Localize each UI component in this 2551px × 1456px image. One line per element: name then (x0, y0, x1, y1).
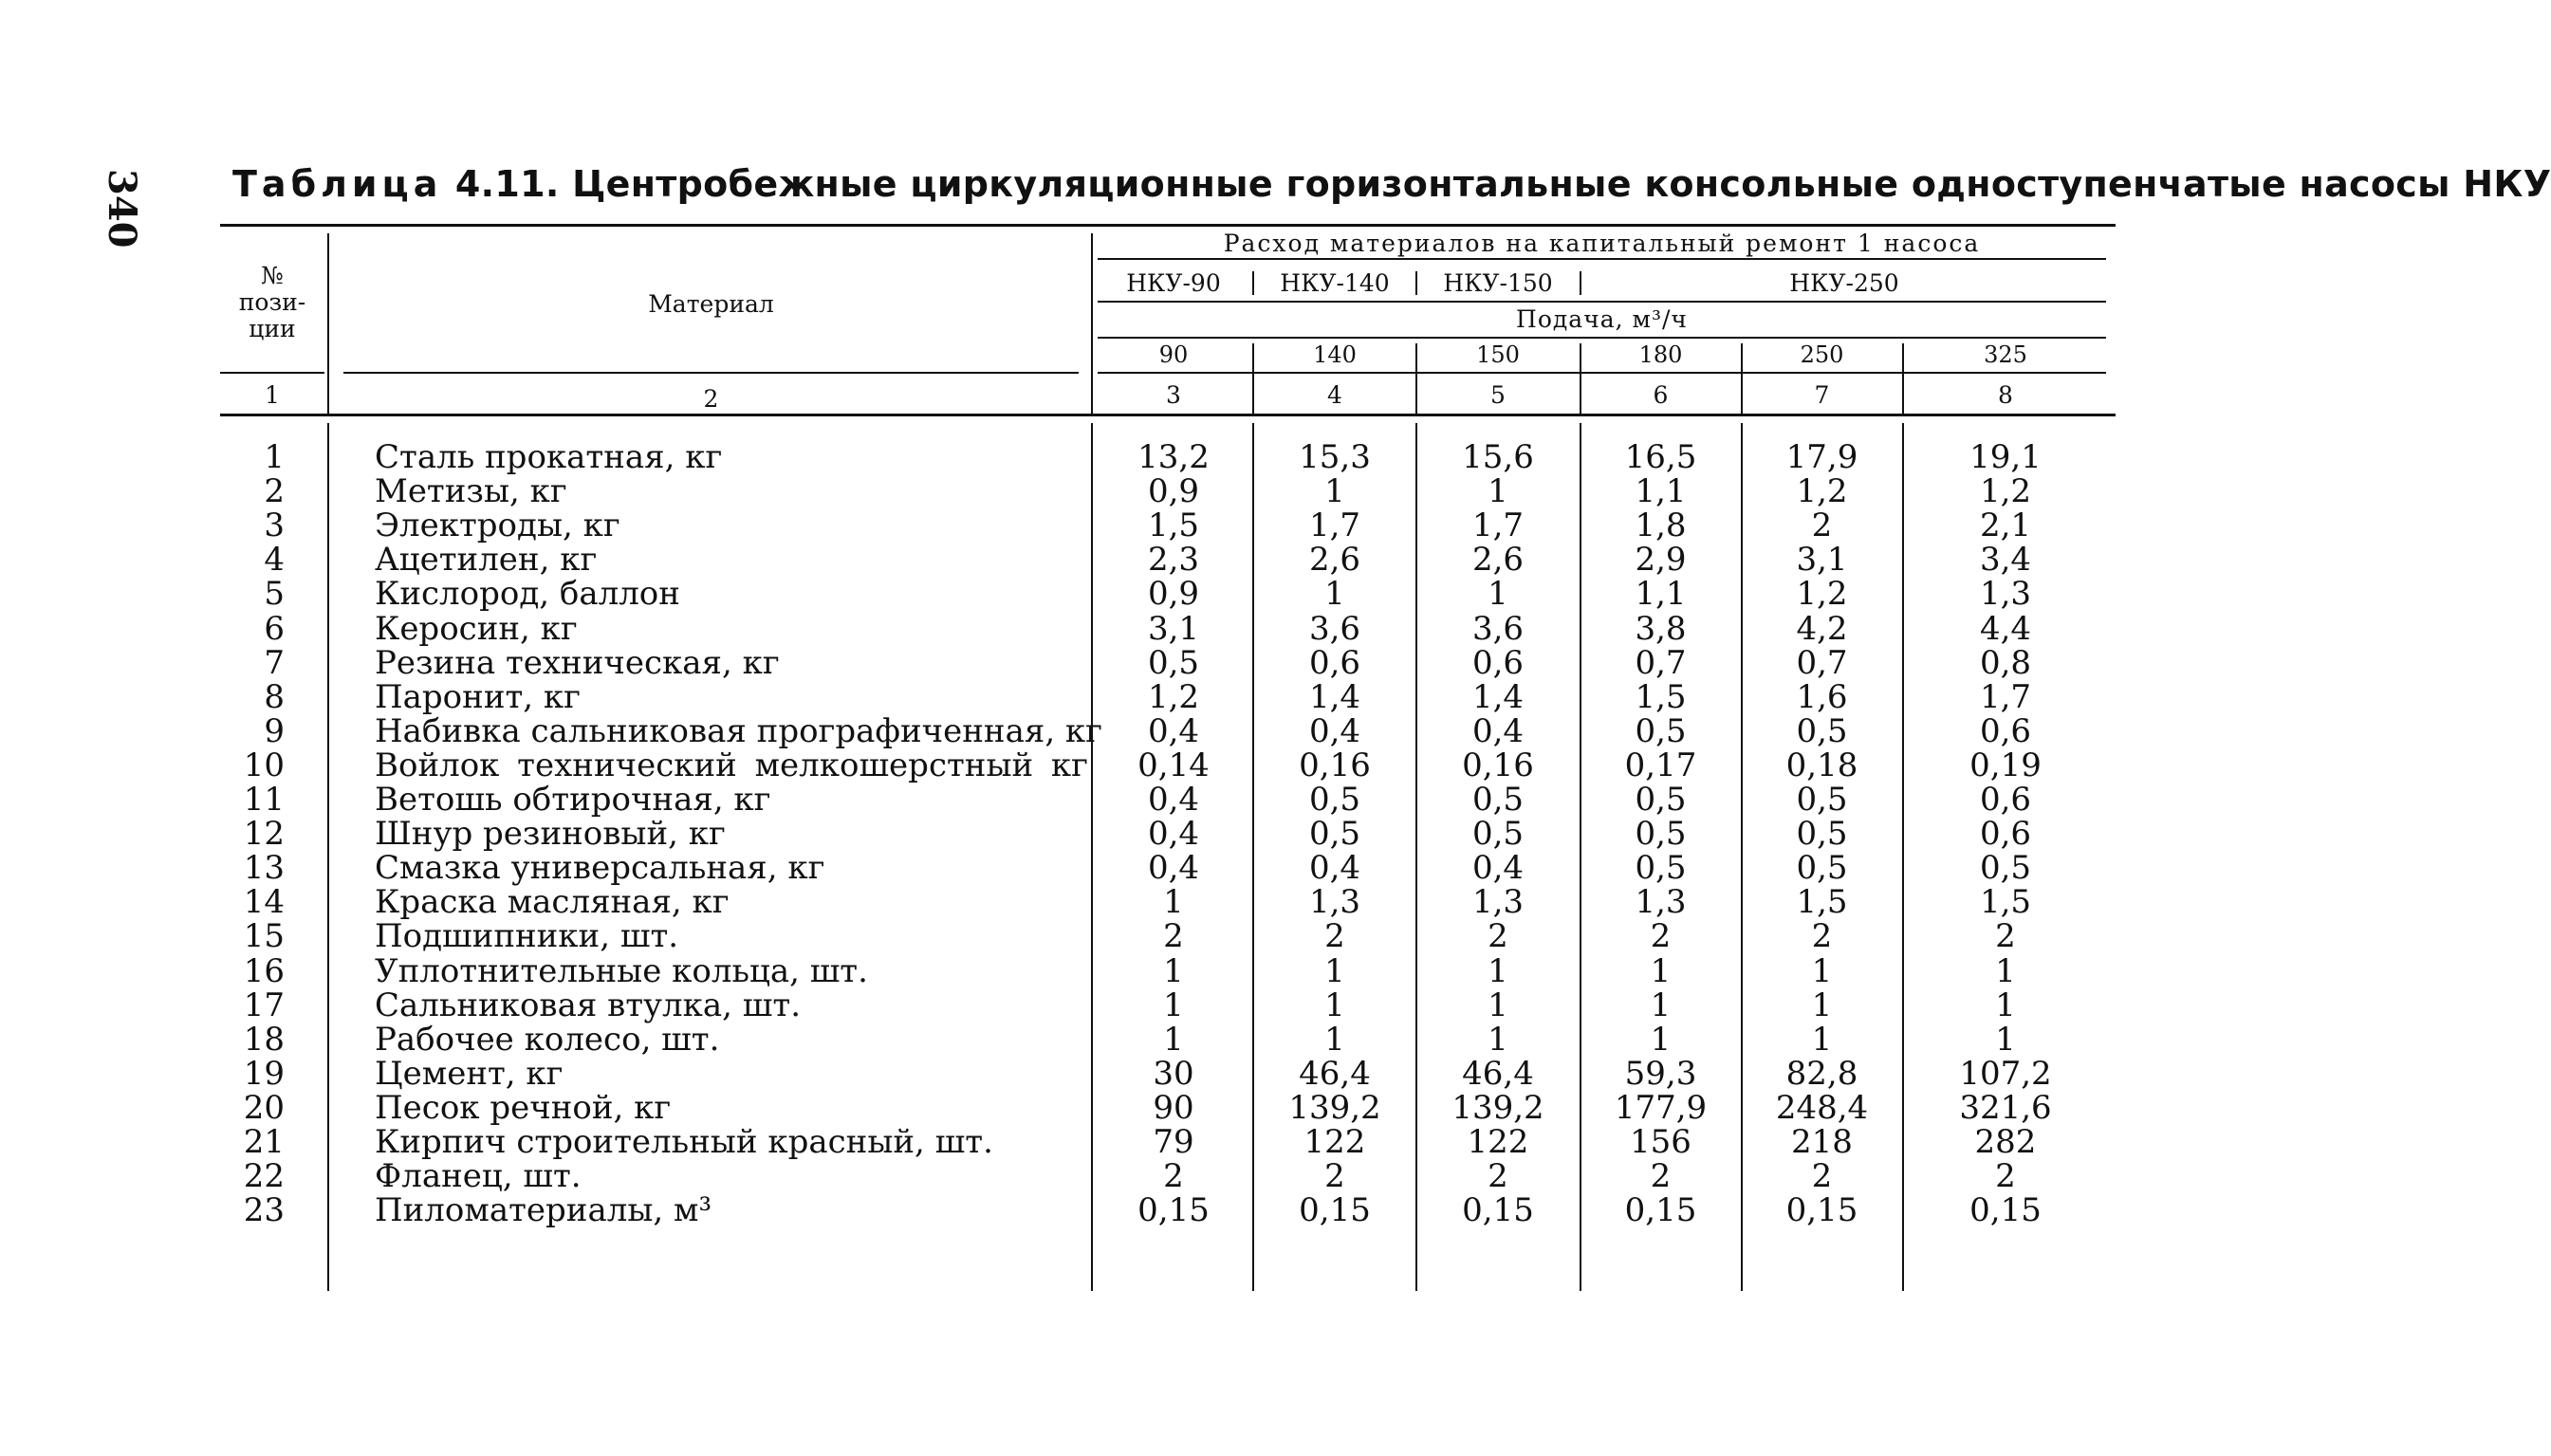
row-position-number: 1 (264, 438, 285, 476)
row-position-number: 14 (243, 883, 285, 922)
header-rule-supply (1098, 337, 2106, 339)
header-colnum-7: 7 (1814, 381, 1830, 409)
row-value-col-7: 0,5 (1796, 849, 1848, 888)
table-row (0, 575, 2241, 614)
row-value-col-7: 248,4 (1775, 1088, 1869, 1127)
header-colnum-3: 3 (1166, 381, 1181, 409)
header-colnum-5: 5 (1490, 381, 1506, 409)
row-material-name: Войлок технический мелкошерстный кг (375, 746, 1088, 784)
row-value-col-7: 82,8 (1785, 1054, 1858, 1093)
row-material-name: Ветошь обтирочная, кг (375, 781, 771, 819)
row-value-col-5: 1 (1488, 986, 1508, 1024)
table-title-text: 4.11. Центробежные циркуляционные горизонтальные консольные одноступенчатые насосы НКУ (454, 163, 2551, 205)
header-flow-4: 180 (1638, 341, 1683, 368)
row-value-col-8: 19,1 (1969, 438, 2042, 476)
row-material-name: Краска масляная, кг (375, 883, 730, 922)
col-divider-3 (1252, 271, 1254, 295)
table-row (0, 643, 2241, 682)
row-material-name: Керосин, кг (375, 609, 578, 648)
row-value-col-7: 1 (1811, 986, 1833, 1024)
row-value-col-7: 1,2 (1796, 575, 1848, 614)
row-position-number: 9 (264, 711, 285, 750)
table-row (0, 1191, 2241, 1230)
col-divider-5b (1580, 343, 1581, 414)
row-value-col-3: 1 (1163, 986, 1184, 1024)
table-row (0, 883, 2241, 922)
header-model-nku150: НКУ-150 (1443, 269, 1553, 297)
row-value-col-4: 1 (1324, 575, 1345, 614)
row-position-number: 20 (243, 1088, 285, 1127)
row-value-col-6: 0,5 (1635, 815, 1687, 854)
row-value-col-7: 4,2 (1796, 609, 1848, 648)
header-rule-consumption (1098, 258, 2106, 260)
row-value-col-5: 1,7 (1471, 507, 1525, 545)
row-value-col-5: 2,6 (1471, 541, 1525, 580)
header-top-rule (220, 224, 2116, 227)
row-value-col-8: 2,1 (1979, 507, 2032, 545)
row-material-name: Фланец, шт. (375, 1157, 582, 1196)
row-value-col-8: 0,8 (1979, 643, 2032, 682)
header-consumption: Расход материалов на капитальный ремонт 1 насоса (1223, 230, 1981, 257)
col-divider-5 (1580, 271, 1581, 295)
row-value-col-3: 79 (1153, 1123, 1194, 1161)
row-value-col-5: 1,3 (1471, 883, 1525, 922)
row-value-col-6: 1,5 (1635, 677, 1687, 716)
row-value-col-6: 0,15 (1624, 1191, 1697, 1230)
header-rule-flows-mat (343, 372, 1079, 374)
header-colnum-1: 1 (265, 381, 280, 409)
row-position-number: 5 (264, 575, 285, 614)
row-material-name: Уплотнительные кольца, шт. (375, 951, 868, 990)
row-material-name: Сталь прокатная, кг (375, 438, 723, 476)
row-material-name: Кислород, баллон (375, 575, 680, 614)
row-position-number: 21 (243, 1123, 285, 1161)
row-value-col-7: 1 (1811, 1020, 1833, 1059)
row-value-col-5: 1,4 (1471, 677, 1525, 716)
table-row (0, 472, 2241, 511)
header-colnum-4: 4 (1327, 381, 1342, 409)
row-value-col-6: 0,7 (1635, 643, 1687, 682)
row-position-number: 12 (243, 815, 285, 854)
row-value-col-7: 0,7 (1796, 643, 1848, 682)
row-value-col-6: 59,3 (1624, 1054, 1697, 1093)
row-value-col-6: 2 (1650, 1157, 1672, 1196)
header-rule-flows-left (220, 372, 324, 374)
table-title-lead: Таблица (232, 163, 443, 205)
row-value-col-6: 0,17 (1624, 746, 1697, 784)
row-position-number: 3 (264, 507, 285, 545)
row-value-col-5: 1 (1488, 472, 1508, 511)
header-colnum-8: 8 (1998, 381, 2013, 409)
row-value-col-7: 3,1 (1796, 541, 1848, 580)
row-material-name: Резина техническая, кг (375, 643, 780, 682)
row-value-col-5: 15,6 (1462, 438, 1534, 476)
row-value-col-4: 2,6 (1308, 541, 1361, 580)
row-position-number: 2 (264, 472, 285, 511)
row-material-name: Набивка сальниковая прографиченная, кг (375, 711, 1102, 750)
row-value-col-8: 1,3 (1979, 575, 2032, 614)
page-number: 340 (100, 169, 144, 249)
row-value-col-6: 0,5 (1635, 849, 1687, 888)
row-value-col-4: 0,6 (1308, 643, 1361, 682)
row-value-col-6: 16,5 (1624, 438, 1697, 476)
row-position-number: 6 (264, 609, 285, 648)
row-position-number: 13 (243, 849, 285, 888)
table-row (0, 1157, 2241, 1196)
row-value-col-5: 0,5 (1471, 815, 1525, 854)
row-material-name: Шнур резиновый, кг (375, 815, 726, 854)
table-row (0, 917, 2241, 956)
table-row (0, 951, 2241, 990)
row-value-col-3: 0,4 (1147, 781, 1200, 819)
row-value-col-4: 2 (1324, 1157, 1345, 1196)
row-value-col-4: 2 (1324, 917, 1345, 956)
row-value-col-4: 139,2 (1288, 1088, 1381, 1127)
row-value-col-8: 1,5 (1979, 883, 2032, 922)
row-value-col-3: 2 (1163, 917, 1184, 956)
row-material-name: Рабочее колесо, шт. (375, 1020, 720, 1059)
row-value-col-8: 0,6 (1979, 781, 2032, 819)
col-divider-7 (1902, 343, 1904, 414)
row-value-col-4: 0,5 (1308, 781, 1361, 819)
row-value-col-6: 1,1 (1635, 472, 1687, 511)
row-value-col-4: 1 (1324, 986, 1345, 1024)
row-value-col-6: 2,9 (1635, 541, 1687, 580)
row-value-col-3: 90 (1153, 1088, 1194, 1127)
header-material: Материал (648, 290, 774, 318)
row-value-col-3: 0,4 (1147, 815, 1200, 854)
row-value-col-4: 1 (1324, 472, 1345, 511)
row-material-name: Паронит, кг (375, 677, 581, 716)
header-colnum-6: 6 (1653, 381, 1669, 409)
row-value-col-7: 218 (1791, 1123, 1853, 1161)
row-value-col-5: 0,5 (1471, 781, 1525, 819)
row-value-col-6: 2 (1650, 917, 1672, 956)
table-row (0, 440, 2241, 474)
table-row (0, 748, 2241, 783)
col-divider-4b (1415, 343, 1417, 414)
row-value-col-6: 0,5 (1635, 781, 1687, 819)
row-value-col-3: 13,2 (1137, 438, 1210, 476)
header-rule-flows-vals (1098, 372, 2106, 374)
row-value-col-4: 1 (1324, 1020, 1345, 1059)
row-value-col-7: 0,18 (1785, 746, 1858, 784)
row-material-name: Кирпич строительный красный, шт. (375, 1123, 993, 1161)
row-value-col-3: 1 (1163, 1020, 1184, 1059)
row-value-col-4: 1,4 (1308, 677, 1361, 716)
col-divider-4 (1415, 271, 1417, 295)
row-value-col-8: 1 (1995, 951, 2016, 990)
row-value-col-3: 0,9 (1147, 472, 1200, 511)
row-position-number: 10 (243, 746, 285, 784)
col-divider-2 (1091, 233, 1093, 414)
row-value-col-6: 3,8 (1635, 609, 1687, 648)
header-position-line3: ции (249, 315, 296, 342)
row-value-col-8: 1,2 (1979, 472, 2032, 511)
row-value-col-8: 0,19 (1969, 746, 2042, 784)
header-flow-6: 325 (1984, 341, 2027, 368)
row-value-col-8: 107,2 (1959, 1054, 2052, 1093)
row-value-col-5: 0,4 (1471, 849, 1525, 888)
table-row (0, 1054, 2241, 1093)
row-position-number: 18 (243, 1020, 285, 1059)
row-value-col-3: 3,1 (1147, 609, 1200, 648)
row-value-col-7: 0,5 (1796, 711, 1848, 750)
row-value-col-4: 122 (1303, 1123, 1366, 1161)
table-row (0, 508, 2241, 543)
row-position-number: 23 (243, 1191, 285, 1230)
row-position-number: 7 (264, 643, 285, 682)
row-value-col-8: 1 (1995, 986, 2016, 1024)
header-model-nku250: НКУ-250 (1789, 269, 1899, 297)
header-flow-3: 150 (1476, 341, 1520, 368)
row-value-col-7: 1,5 (1796, 883, 1848, 922)
header-model-nku90: НКУ-90 (1126, 269, 1221, 297)
row-position-number: 19 (243, 1054, 285, 1093)
row-value-col-7: 2 (1811, 1157, 1833, 1196)
row-value-col-8: 3,4 (1979, 541, 2032, 580)
row-value-col-8: 0,6 (1979, 815, 2032, 854)
row-value-col-3: 0,15 (1137, 1191, 1210, 1230)
row-value-col-5: 0,6 (1471, 643, 1525, 682)
col-divider-3b (1252, 343, 1254, 414)
row-value-col-3: 0,4 (1147, 711, 1200, 750)
row-value-col-8: 1 (1995, 1020, 2016, 1059)
row-value-col-7: 2 (1811, 507, 1833, 545)
row-value-col-6: 1,8 (1635, 507, 1687, 545)
row-value-col-4: 0,16 (1299, 746, 1371, 784)
row-value-col-5: 46,4 (1462, 1054, 1534, 1093)
row-value-col-8: 0,5 (1979, 849, 2032, 888)
header-rule-models (1098, 301, 2106, 303)
row-value-col-3: 2,3 (1147, 541, 1200, 580)
row-position-number: 15 (243, 917, 285, 956)
row-value-col-3: 0,9 (1147, 575, 1200, 614)
row-value-col-7: 0,5 (1796, 781, 1848, 819)
row-value-col-6: 156 (1630, 1123, 1691, 1161)
row-value-col-5: 1 (1488, 1020, 1508, 1059)
header-flow-2: 140 (1313, 341, 1357, 368)
row-value-col-4: 1,3 (1308, 883, 1361, 922)
row-value-col-5: 1 (1488, 951, 1508, 990)
header-flow-1: 90 (1158, 341, 1189, 368)
row-material-name: Сальниковая втулка, шт. (375, 986, 802, 1024)
row-value-col-5: 139,2 (1451, 1088, 1544, 1127)
header-position-line2: пози- (238, 288, 306, 316)
row-value-col-8: 282 (1974, 1123, 2037, 1161)
row-value-col-4: 3,6 (1308, 609, 1361, 648)
table-row (0, 609, 2241, 648)
row-value-col-7: 1 (1811, 951, 1833, 990)
row-value-col-6: 1,3 (1635, 883, 1687, 922)
row-position-number: 4 (264, 541, 285, 580)
row-material-name: Ацетилен, кг (375, 541, 598, 580)
table-row (0, 541, 2241, 580)
row-position-number: 8 (264, 677, 285, 716)
header-colnum-2: 2 (703, 385, 719, 413)
row-material-name: Цемент, кг (375, 1054, 564, 1093)
header-flow-5: 250 (1800, 341, 1844, 368)
row-value-col-4: 1 (1324, 951, 1345, 990)
table-row (0, 1125, 2241, 1159)
row-value-col-3: 1 (1163, 883, 1184, 922)
row-value-col-5: 1 (1488, 575, 1508, 614)
header-position-line1: № (261, 262, 284, 289)
row-value-col-8: 0,15 (1969, 1191, 2042, 1230)
row-material-name: Подшипники, шт. (375, 917, 679, 956)
row-material-name: Электроды, кг (375, 507, 620, 545)
row-material-name: Метизы, кг (375, 472, 567, 511)
row-material-name: Смазка универсальная, кг (375, 849, 825, 888)
row-value-col-3: 1,5 (1147, 507, 1200, 545)
row-value-col-8: 4,4 (1979, 609, 2032, 648)
row-value-col-3: 1,2 (1147, 677, 1200, 716)
row-value-col-8: 2 (1995, 917, 2016, 956)
row-value-col-4: 0,15 (1299, 1191, 1371, 1230)
row-value-col-4: 0,4 (1308, 849, 1361, 888)
row-value-col-5: 0,15 (1462, 1191, 1534, 1230)
row-value-col-5: 122 (1467, 1123, 1529, 1161)
table-row (0, 711, 2241, 750)
table-row (0, 849, 2241, 888)
row-position-number: 11 (243, 781, 285, 819)
table-row (0, 783, 2241, 817)
row-value-col-3: 0,4 (1147, 849, 1200, 888)
row-value-col-8: 1,7 (1979, 677, 2032, 716)
table-row (0, 1088, 2241, 1127)
header-model-nku140: НКУ-140 (1280, 269, 1390, 297)
row-position-number: 16 (243, 951, 285, 990)
row-position-number: 22 (243, 1157, 285, 1196)
row-value-col-7: 17,9 (1785, 438, 1858, 476)
row-value-col-4: 1,7 (1308, 507, 1361, 545)
row-value-col-3: 0,5 (1147, 643, 1200, 682)
row-value-col-6: 1 (1650, 986, 1672, 1024)
row-position-number: 17 (243, 986, 285, 1024)
row-value-col-5: 2 (1488, 917, 1508, 956)
row-value-col-4: 15,3 (1299, 438, 1371, 476)
row-value-col-8: 2 (1995, 1157, 2016, 1196)
row-value-col-6: 0,5 (1635, 711, 1687, 750)
header-supply: Подача, м³/ч (1516, 305, 1688, 333)
row-value-col-7: 2 (1811, 917, 1833, 956)
row-value-col-5: 3,6 (1471, 609, 1525, 648)
table-row (0, 815, 2241, 854)
table-row (0, 1020, 2241, 1059)
row-value-col-7: 0,15 (1785, 1191, 1858, 1230)
header-bottom-rule (220, 414, 2116, 416)
row-value-col-6: 1 (1650, 1020, 1672, 1059)
row-value-col-6: 1,1 (1635, 575, 1687, 614)
row-value-col-5: 0,16 (1462, 746, 1534, 784)
row-value-col-3: 0,14 (1137, 746, 1210, 784)
row-value-col-3: 30 (1153, 1054, 1194, 1093)
table-row (0, 988, 2241, 1023)
row-material-name: Песок речной, кг (375, 1088, 672, 1127)
row-value-col-3: 1 (1163, 951, 1184, 990)
row-value-col-3: 2 (1163, 1157, 1184, 1196)
row-value-col-4: 0,4 (1308, 711, 1361, 750)
row-value-col-5: 2 (1488, 1157, 1508, 1196)
row-material-name: Пиломатериалы, м³ (375, 1191, 712, 1230)
row-value-col-4: 0,5 (1308, 815, 1361, 854)
row-value-col-5: 0,4 (1471, 711, 1525, 750)
row-value-col-6: 1 (1650, 951, 1672, 990)
row-value-col-7: 1,6 (1796, 677, 1848, 716)
row-value-col-6: 177,9 (1614, 1088, 1708, 1127)
row-value-col-8: 0,6 (1979, 711, 2032, 750)
table-row (0, 677, 2241, 716)
col-divider-1 (327, 233, 329, 414)
row-value-col-7: 0,5 (1796, 815, 1848, 854)
col-divider-6 (1741, 343, 1743, 414)
row-value-col-8: 321,6 (1959, 1088, 2052, 1127)
row-value-col-7: 1,2 (1796, 472, 1848, 511)
table-title (232, 163, 2551, 205)
row-value-col-4: 46,4 (1299, 1054, 1371, 1093)
